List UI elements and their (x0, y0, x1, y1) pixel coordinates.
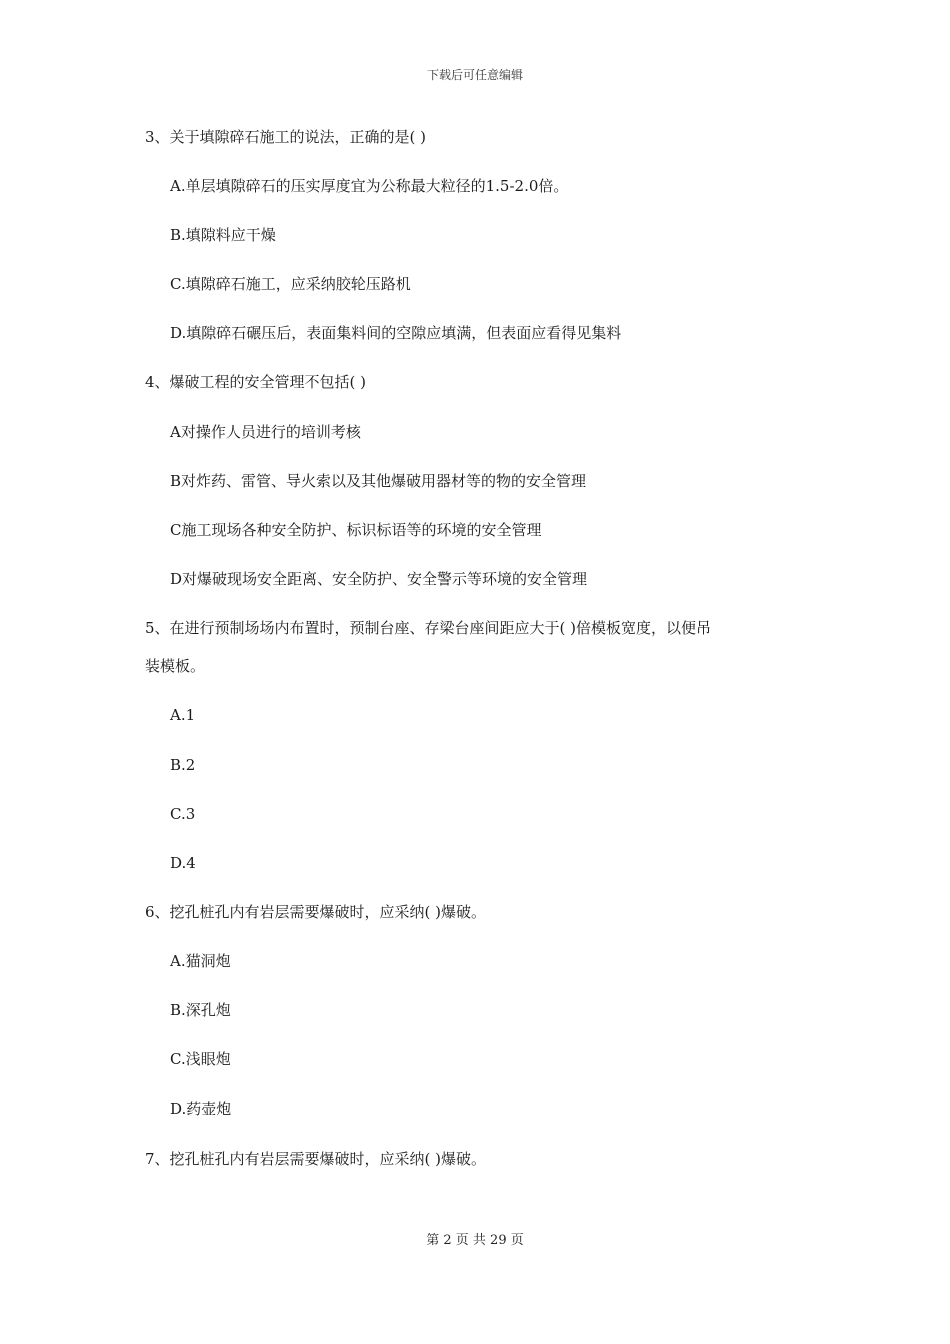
page-header: 下载后可任意编辑 (426, 68, 523, 82)
question-4-option-c: C施工现场各种安全防护、标识标语等的环境的安全管理 (170, 521, 542, 539)
question-3-option-b: B.填隙料应干燥 (170, 226, 276, 244)
question-5-stem-line-2: 装模板。 (145, 657, 206, 675)
question-6-option-b: B.深孔炮 (170, 1001, 231, 1019)
question-6-option-d: D.药壶炮 (170, 1100, 232, 1118)
question-4-option-a: A对操作人员进行的培训考核 (170, 423, 361, 441)
question-5-option-a: A.1 (170, 706, 196, 724)
question-3-option-a: A.单层填隙碎石的压实厚度宜为公称最大粒径的1.5-2.0倍。 (170, 177, 569, 195)
question-5-option-c: C.3 (170, 805, 196, 823)
question-6-stem: 6、挖孔桩孔内有岩层需要爆破时，应采纳( )爆破。 (145, 903, 487, 921)
question-6-option-c: C.浅眼炮 (170, 1050, 231, 1068)
question-3-stem: 3、关于填隙碎石施工的说法，正确的是( ) (145, 128, 427, 146)
page-footer: 第 2 页 共 29 页 (426, 1233, 524, 1248)
question-6-option-a: A.猫洞炮 (170, 952, 231, 970)
question-4-option-d: D对爆破现场安全距离、安全防护、安全警示等环境的安全管理 (170, 570, 588, 588)
question-4-option-b: B对炸药、雷管、导火索以及其他爆破用器材等的物的安全管理 (170, 472, 587, 490)
question-3-option-c: C.填隙碎石施工，应采纳胶轮压路机 (170, 275, 411, 293)
question-5-option-d: D.4 (170, 854, 196, 872)
question-4-stem: 4、爆破工程的安全管理不包括( ) (145, 373, 367, 391)
question-3-option-d: D.填隙碎石碾压后，表面集料间的空隙应填满，但表面应看得见集料 (170, 324, 622, 342)
question-5-stem-line-1: 5、在进行预制场场内布置时，预制台座、存梁台座间距应大于( )倍模板宽度，以便吊 (145, 619, 712, 637)
question-7-stem: 7、挖孔桩孔内有岩层需要爆破时，应采纳( )爆破。 (145, 1150, 487, 1168)
question-5-option-b: B.2 (170, 756, 196, 774)
